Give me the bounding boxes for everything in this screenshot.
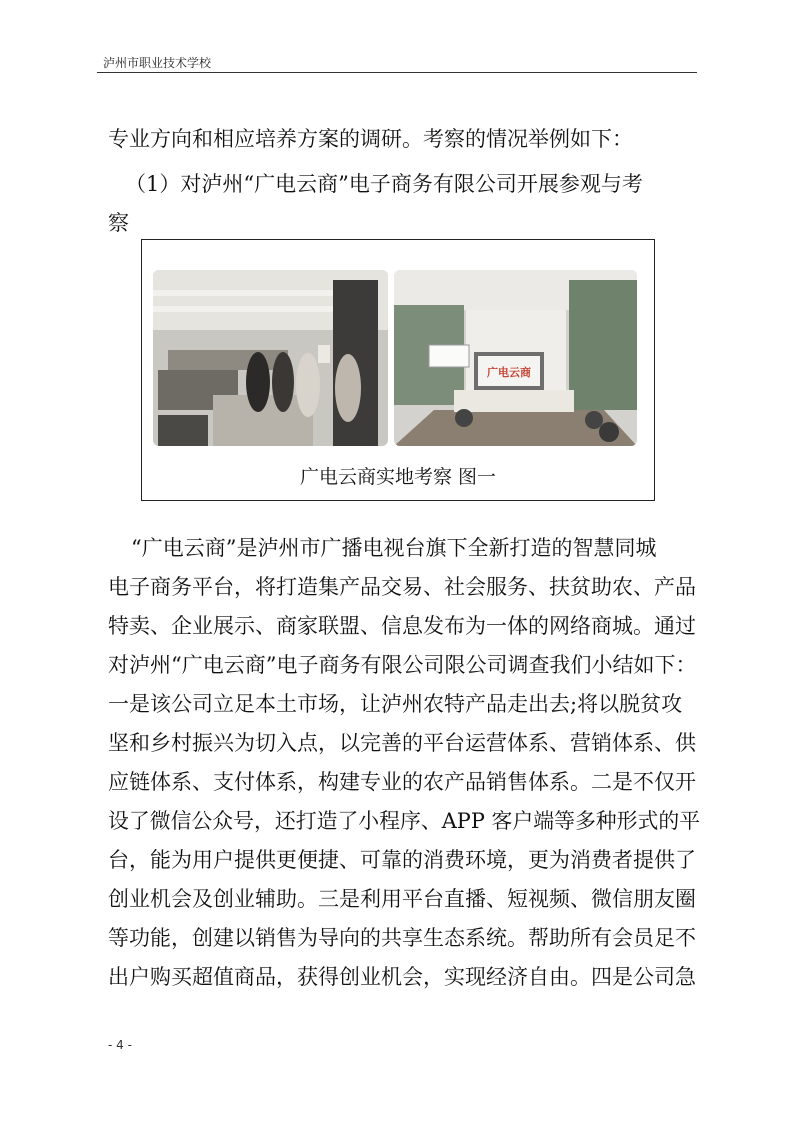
body-line: 电子商务平台，将打造集产品交易、社会服务、扶贫助农、产品 bbox=[108, 575, 696, 599]
meeting-room-photo bbox=[394, 270, 637, 446]
body-line: 等功能，创建以销售为导向的共享生态系统。帮助所有会员足不 bbox=[108, 926, 696, 950]
body-line: 一是该公司立足本土市场，让泸州农特产品走出去;将以脱贫攻 bbox=[108, 692, 683, 716]
screen-logo-text: 广电云商 bbox=[487, 366, 531, 379]
body-line: 创业机会及创业辅助。三是利用平台直播、短视频、微信朋友圈 bbox=[108, 887, 696, 911]
body-line: 台，能为用户提供更便捷、可靠的消费环境，更为消费者提供了 bbox=[108, 848, 696, 872]
page-number: - 4 - bbox=[108, 1038, 132, 1052]
body-line: 特卖、企业展示、商家联盟、信息发布为一体的网络商城。通过 bbox=[108, 614, 696, 638]
body-line: 应链体系、支付体系，构建专业的农产品销售体系。二是不仅开 bbox=[108, 770, 696, 794]
header-divider bbox=[97, 72, 697, 73]
office-visit-photo bbox=[153, 270, 388, 446]
school-name: 泸州市职业技术学校 bbox=[103, 56, 212, 70]
body-line: 对泸州“广电云商”电子商务有限公司限公司调查我们小结如下： bbox=[108, 653, 697, 677]
body-line: 坚和乡村振兴为切入点，以完善的平台运营体系、营销体系、供 bbox=[108, 731, 696, 755]
intro-line: 专业方向和相应培养方案的调研。考察的情况举例如下： bbox=[108, 127, 633, 151]
section-heading-continued: 察 bbox=[108, 211, 129, 235]
figure-frame bbox=[141, 239, 655, 501]
section-heading: （1）对泸州“广电云商”电子商务有限公司开展参观与考 bbox=[125, 172, 643, 196]
figure-caption: 广电云商实地考察 图一 bbox=[299, 466, 497, 488]
body-line: “广电云商”是泸州市广播电视台旗下全新打造的智慧同城 bbox=[131, 536, 657, 560]
body-line: 设了微信公众号，还打造了小程序、APP 客户端等多种形式的平 bbox=[108, 809, 701, 833]
page-header bbox=[97, 50, 697, 74]
body-line: 出户购买超值商品，获得创业机会，实现经济自由。四是公司急 bbox=[108, 965, 696, 989]
